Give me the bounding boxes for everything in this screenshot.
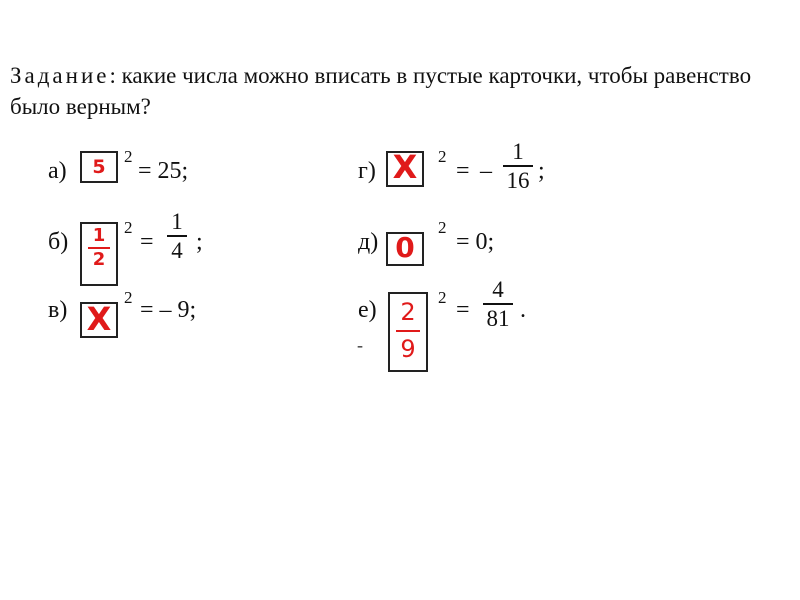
scan-mark: - [357,335,363,355]
equation-c: = – 9; [140,297,197,323]
task-question: какие числа можно вписать в пустые карточки, чтобы равенство было верным? [10,63,752,119]
exercise-b-label: б) [48,229,69,255]
tail-g: ; [538,158,545,184]
answer-b-numerator: 1 [92,225,106,246]
rhs-e-denominator: 81 [486,305,510,331]
equals-b: = [140,229,154,255]
exercise-g-label: г) [358,158,376,184]
answer-e [388,298,428,364]
exercise-a-label: а) [48,158,67,184]
minus-g: – [480,158,492,184]
rhs-fraction-g [502,138,534,194]
exponent-d: 2 [438,218,447,237]
answer-d: 0 [395,231,415,264]
task-label: Задание [10,63,110,88]
exercise-c-label: в) [48,297,68,323]
answer-e-fraction-bar [396,330,420,332]
equals-g: = [456,158,470,184]
tail-b: ; [196,229,203,255]
rhs-g-numerator: 1 [512,139,524,164]
answer-g: X [392,148,418,186]
answer-c: X [86,300,112,338]
answer-e-numerator: 2 [400,298,416,326]
rhs-g-denominator: 16 [506,167,530,193]
answer-b-denominator: 2 [92,249,106,270]
tail-e: . [520,297,526,323]
rhs-fraction-b [164,208,190,264]
rhs-fraction-e [482,276,514,332]
task-colon: : [109,63,116,88]
exponent-b: 2 [124,218,133,237]
rhs-b-denominator: 4 [171,237,183,263]
exercise-d-label: д) [358,229,379,255]
answer-b [80,225,118,271]
rhs-b-numerator: 1 [171,209,183,234]
equation-a: = 25; [138,158,189,184]
task-header [10,60,795,122]
equation-d: = 0; [456,229,495,255]
exponent-a: 2 [124,147,133,166]
answer-a: 5 [92,156,106,178]
equals-e: = [456,297,470,323]
exponent-g: 2 [438,147,447,166]
exponent-e: 2 [438,288,447,307]
exercise-e-label: е) [358,297,377,323]
answer-e-denominator: 9 [400,335,416,363]
exponent-c: 2 [124,288,133,307]
rhs-e-numerator: 4 [492,277,504,302]
